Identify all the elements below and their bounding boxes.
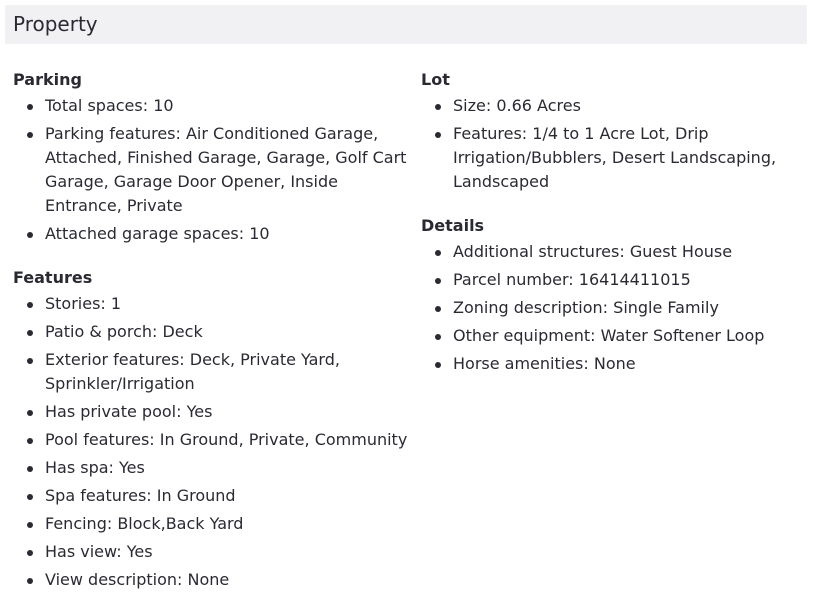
list-item — [13, 456, 408, 480]
bullet-icon — [27, 494, 33, 500]
list-item — [13, 348, 408, 396]
bullet-icon — [435, 362, 441, 368]
parking-section — [13, 68, 408, 246]
list-item-text: Attached garage spaces: 10 — [45, 224, 270, 243]
list-item-text: Parking features: Air Conditioned Garage, Attached, Finished Garage, Garage, Golf Cart Garage, Garage Door Opener, Inside Entrance, Private — [45, 124, 407, 215]
list-item — [13, 320, 408, 344]
bullet-icon — [435, 104, 441, 110]
details-title: Details — [421, 216, 485, 235]
list-item — [421, 122, 821, 194]
features-section — [13, 266, 408, 592]
list-item-text: View description: None — [45, 570, 230, 589]
list-item — [13, 122, 408, 218]
list-item — [421, 240, 821, 264]
lot-list — [421, 94, 821, 194]
lot-section — [421, 68, 821, 194]
list-item — [421, 324, 821, 348]
list-item-text: Zoning description: Single Family — [453, 298, 719, 317]
list-item — [13, 568, 408, 592]
list-item — [13, 222, 408, 246]
list-item — [13, 400, 408, 424]
list-item — [13, 428, 408, 452]
bullet-icon — [435, 334, 441, 340]
bullet-icon — [27, 466, 33, 472]
list-item — [13, 540, 408, 564]
list-item-text: Other equipment: Water Softener Loop — [453, 326, 765, 345]
list-item-text: Total spaces: 10 — [45, 96, 174, 115]
lot-title: Lot — [421, 70, 450, 89]
list-item-text: Horse amenities: None — [453, 354, 636, 373]
features-title: Features — [13, 268, 93, 287]
list-item-text: Exterior features: Deck, Private Yard, Sprinkler/Irrigation — [45, 350, 340, 393]
list-item-text: Additional structures: Guest House — [453, 242, 733, 261]
list-item — [421, 352, 821, 376]
list-item-text: Size: 0.66 Acres — [453, 96, 581, 115]
bullet-icon — [27, 330, 33, 336]
list-item — [13, 512, 408, 536]
bullet-icon — [27, 104, 33, 110]
parking-list — [13, 94, 408, 246]
list-item-text: Has spa: Yes — [45, 458, 145, 477]
list-item — [421, 296, 821, 320]
bullet-icon — [27, 438, 33, 444]
bullet-icon — [435, 306, 441, 312]
list-item-text: Spa features: In Ground — [45, 486, 236, 505]
list-item-text: Parcel number: 16414411015 — [453, 270, 691, 289]
details-list — [421, 240, 821, 376]
list-item — [421, 94, 821, 118]
list-item-text: Patio & porch: Deck — [45, 322, 203, 341]
right-column — [421, 68, 821, 396]
list-item-text: Features: 1/4 to 1 Acre Lot, Drip Irrigation/Bubblers, Desert Landscaping, Landscaped — [453, 124, 777, 191]
left-column — [13, 68, 408, 612]
bullet-icon — [435, 250, 441, 256]
bullet-icon — [27, 522, 33, 528]
bullet-icon — [27, 132, 33, 138]
details-section — [421, 214, 821, 376]
parking-title: Parking — [13, 70, 82, 89]
list-item-text: Pool features: In Ground, Private, Community — [45, 430, 408, 449]
bullet-icon — [435, 132, 441, 138]
property-header — [5, 5, 807, 44]
bullet-icon — [27, 302, 33, 308]
bullet-icon — [27, 358, 33, 364]
bullet-icon — [435, 278, 441, 284]
list-item — [13, 292, 408, 316]
bullet-icon — [27, 410, 33, 416]
bullet-icon — [27, 550, 33, 556]
list-item — [421, 268, 821, 292]
list-item-text: Has view: Yes — [45, 542, 153, 561]
list-item — [13, 94, 408, 118]
bullet-icon — [27, 578, 33, 584]
list-item — [13, 484, 408, 508]
page-title: Property — [13, 12, 98, 36]
list-item-text: Has private pool: Yes — [45, 402, 213, 421]
list-item-text: Fencing: Block,Back Yard — [45, 514, 244, 533]
bullet-icon — [27, 232, 33, 238]
features-list — [13, 292, 408, 592]
list-item-text: Stories: 1 — [45, 294, 122, 313]
